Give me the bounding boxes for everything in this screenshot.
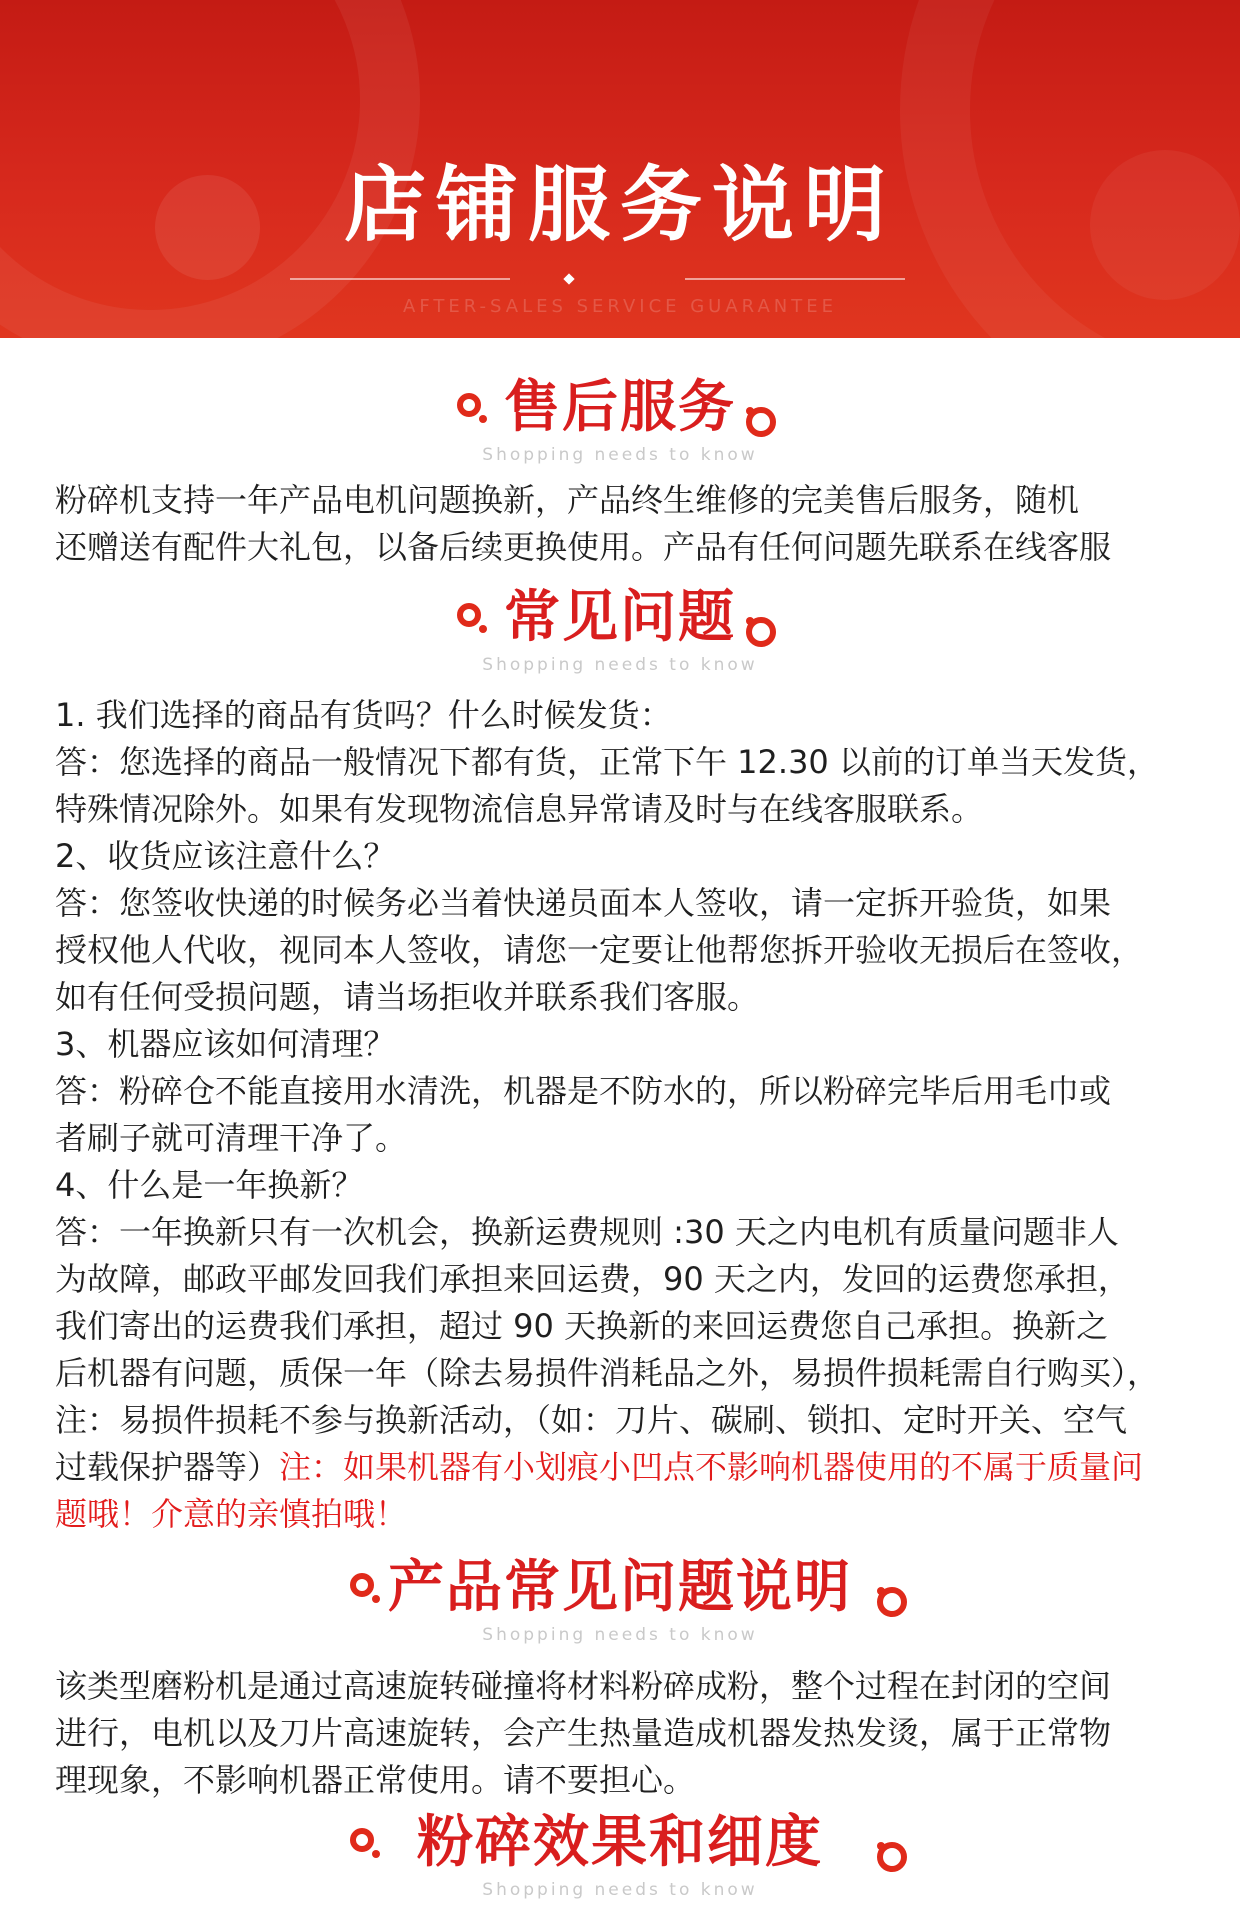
section-heading-grinding bbox=[0, 1808, 1240, 1918]
large-ring-icon bbox=[877, 1842, 907, 1872]
section-subtitle: Shopping needs to know bbox=[482, 1880, 758, 1900]
faq-answer-line bbox=[55, 1444, 1205, 1491]
large-ring-icon bbox=[746, 617, 776, 647]
warning-note: 题哦！介意的亲慎拍哦！ bbox=[55, 1495, 408, 1533]
faq-answer-line: 答：一年换新只有一次机会，换新运费规则 :30 天之内电机有质量问题非人 bbox=[55, 1213, 1119, 1251]
page-title: 店铺服务说明 bbox=[343, 158, 896, 253]
large-ring-icon bbox=[877, 1587, 907, 1617]
section-subtitle: Shopping needs to know bbox=[482, 655, 758, 675]
section-heading-after-sales bbox=[0, 373, 1240, 483]
faq-answer-text: 过载保护器等） bbox=[55, 1448, 280, 1486]
faq-answer-line: 者刷子就可清理干净了。 bbox=[55, 1119, 408, 1157]
faq-question: 4、什么是一年换新？ bbox=[55, 1166, 364, 1204]
faq-answer-line: 注：易损件损耗不参与换新活动，（如：刀片、碳刷、锁扣、定时开关、空气 bbox=[55, 1401, 1128, 1439]
section-heading-product-faq bbox=[0, 1553, 1240, 1663]
faq-answer-line: 答：您签收快递的时候务必当着快递员面本人签收，请一定拆开验货，如果 bbox=[55, 884, 1112, 922]
faq-answer-line: 答：粉碎仓不能直接用水清洗，机器是不防水的，所以粉碎完毕后用毛巾或 bbox=[55, 1072, 1112, 1110]
faq-answer-line: 授权他人代收，视同本人签收，请您一定要让他帮您拆开验收无损后在签收， bbox=[55, 931, 1144, 969]
after-sales-text bbox=[55, 477, 1205, 571]
faq-answer-line: 我们寄出的运费我们承担，超过 90 天换新的来回运费您自己承担。换新之 bbox=[55, 1307, 1109, 1345]
faq-question: 2、收货应该注意什么？ bbox=[55, 837, 396, 875]
section-subtitle: Shopping needs to know bbox=[482, 445, 758, 465]
faq-answer-line: 为故障，邮政平邮发回我们承担来回运费，90 天之内，发回的运费您承担， bbox=[55, 1260, 1130, 1298]
warning-note: 注：如果机器有小划痕小凹点不影响机器使用的不属于质量问 bbox=[279, 1448, 1144, 1486]
divider-line bbox=[290, 278, 510, 280]
section-subtitle: Shopping needs to know bbox=[482, 1625, 758, 1645]
section-title: 产品常见问题说明 bbox=[388, 1555, 852, 1620]
large-ring-icon bbox=[746, 407, 776, 437]
faq-question: 1. 我们选择的商品有货吗？什么时候发货： bbox=[55, 696, 672, 734]
text-line: 该类型磨粉机是通过高速旋转碰撞将材料粉碎成粉，整个过程在封闭的空间 bbox=[55, 1667, 1112, 1705]
text-line: 粉碎机支持一年产品电机问题换新，产品终生维修的完美售后服务，随机 bbox=[55, 481, 1080, 519]
section-title: 粉碎效果和细度 bbox=[417, 1810, 823, 1875]
header-banner bbox=[0, 0, 1240, 338]
divider-line bbox=[685, 278, 905, 280]
banner-subtitle: AFTER-SALES SERVICE GUARANTEE bbox=[403, 296, 837, 317]
faq-text bbox=[55, 692, 1205, 1538]
section-title: 售后服务 bbox=[504, 375, 736, 440]
faq-answer-line: 特殊情况除外。如果有发现物流信息异常请及时与在线客服联系。 bbox=[55, 790, 984, 828]
section-title: 常见问题 bbox=[504, 585, 736, 650]
faq-answer-line: 答：您选择的商品一般情况下都有货，正常下午 12.30 以前的订单当天发货， bbox=[55, 743, 1159, 781]
text-line: 进行，电机以及刀片高速旋转，会产生热量造成机器发热发烫，属于正常物 bbox=[55, 1714, 1112, 1752]
faq-answer-line: 后机器有问题，质保一年（除去易损件消耗品之外，易损件损耗需自行购买）， bbox=[55, 1354, 1160, 1392]
product-faq-text bbox=[55, 1663, 1205, 1804]
diamond-icon bbox=[563, 273, 574, 284]
text-line: 理现象，不影响机器正常使用。请不要担心。 bbox=[55, 1761, 696, 1799]
faq-answer-line: 如有任何受损问题，请当场拒收并联系我们客服。 bbox=[55, 978, 760, 1016]
section-heading-faq bbox=[0, 583, 1240, 693]
text-line: 还赠送有配件大礼包，以备后续更换使用。产品有任何问题先联系在线客服 bbox=[55, 528, 1112, 566]
faq-question: 3、机器应该如何清理？ bbox=[55, 1025, 396, 1063]
